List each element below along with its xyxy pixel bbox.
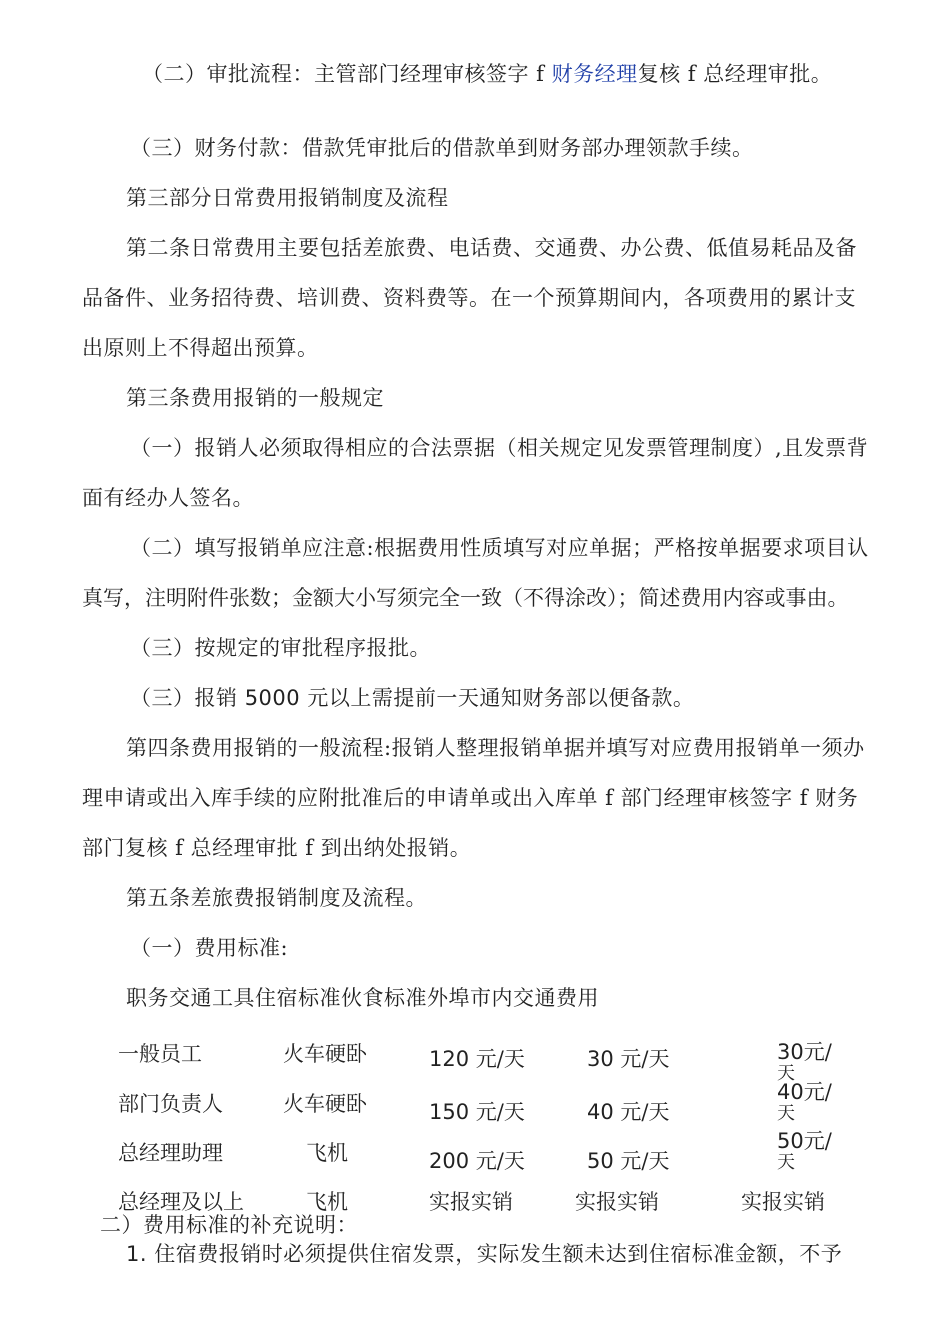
meal-amount: 40 <box>587 1100 614 1124</box>
table-cell-lodging <box>429 1148 525 1174</box>
supplement-heading: 二）费用标准的补充说明： <box>100 1213 358 1237</box>
table-cell-transport: 火车硬卧 <box>283 1092 367 1116</box>
article-four-line-2: 理申请或出入库手续的应附批准后的申请单或出入库单 f 部门经理审核签字 f 财务 <box>82 786 859 810</box>
finance-payment-line: （三）财务付款：借款凭审批后的借款单到财务部办理领款手续。 <box>130 136 754 160</box>
local-unit: 元/ <box>803 1040 832 1064</box>
lodging-amount: 150 <box>429 1100 470 1124</box>
table-cell-role: 一般员工 <box>118 1042 202 1066</box>
expense-standard-heading: （一）费用标准: <box>130 936 289 960</box>
table-cell-meal <box>587 1099 670 1125</box>
local-unit-tail: 天 <box>777 1152 795 1173</box>
local-unit: 元/ <box>803 1129 832 1153</box>
lodging-unit: 元/天 <box>475 1047 525 1071</box>
table-cell-meal <box>587 1148 670 1174</box>
rule-four-text: （三）报销 <box>130 686 245 710</box>
article-three-heading: 第三条费用报销的一般规定 <box>126 386 384 410</box>
article-five-heading: 第五条差旅费报销制度及流程。 <box>126 886 427 910</box>
table-cell-lodging <box>429 1099 525 1125</box>
table-cell-lodging <box>429 1046 525 1072</box>
rule-four-amount: 5000 <box>244 686 301 710</box>
table-cell-transport: 飞机 <box>306 1141 348 1165</box>
table-cell-local-transport <box>777 1129 847 1177</box>
article-four-line-3: 部门复核 f 总经理审批 f 到出纳处报销。 <box>82 836 472 860</box>
local-amount: 50 <box>777 1129 804 1153</box>
table-cell-meal <box>587 1046 670 1072</box>
lodging-unit: 元/天 <box>475 1149 525 1173</box>
table-cell-lodging: 实报实销 <box>429 1190 513 1214</box>
table-cell-role: 总经理助理 <box>118 1141 223 1165</box>
supplement-item-1 <box>126 1240 842 1268</box>
table-cell-transport: 火车硬卧 <box>283 1042 367 1066</box>
table-header-line: 职务交通工具住宿标准伙食标准外埠市内交通费用 <box>126 986 599 1010</box>
article-two-line-3: 出原则上不得超出预算。 <box>82 336 319 360</box>
local-unit: 元/ <box>803 1080 832 1104</box>
rule-three-line: （三）按规定的审批程序报批。 <box>130 636 431 660</box>
local-unit-tail: 天 <box>777 1103 795 1124</box>
approval-process-line <box>142 60 832 88</box>
lodging-amount: 120 <box>429 1047 470 1071</box>
lodging-amount: 200 <box>429 1149 470 1173</box>
rule-four-line <box>130 684 694 712</box>
supplement-item-text: 住宿费报销时必须提供住宿发票，实际发生额未达到住宿标准金额，不予 <box>154 1242 843 1266</box>
rule-one-line-2: 面有经办人签名。 <box>82 486 254 510</box>
finance-manager-link[interactable]: 财务经理 <box>551 62 638 86</box>
table-cell-local-transport: 实报实销 <box>741 1190 825 1214</box>
meal-unit: 元/天 <box>620 1149 670 1173</box>
part-three-heading: 第三部分日常费用报销制度及流程 <box>126 186 449 210</box>
table-cell-meal: 实报实销 <box>575 1190 659 1214</box>
table-cell-role: 总经理及以上 <box>118 1190 244 1214</box>
rule-two-line-1: （二）填写报销单应注意:根据费用性质填写对应单据；严格按单据要求项目认 <box>130 536 869 560</box>
article-four-line-1: 第四条费用报销的一般流程:报销人整理报销单据并填写对应费用报销单一须办 <box>126 736 865 760</box>
rule-one-line-1: （一）报销人必须取得相应的合法票据（相关规定见发票管理制度）,且发票背 <box>130 436 869 460</box>
supplement-item-number: 1. <box>126 1242 148 1266</box>
approval-process-tail: 复核 f 总经理审批。 <box>637 62 833 86</box>
rule-two-line-2: 真写，注明附件张数；金额大小写须完全一致（不得涂改）；简述费用内容或事由。 <box>82 586 849 610</box>
meal-unit: 元/天 <box>620 1100 670 1124</box>
table-cell-local-transport <box>777 1040 847 1084</box>
meal-amount: 30 <box>587 1047 614 1071</box>
local-amount: 40 <box>777 1080 804 1104</box>
table-cell-role: 部门负责人 <box>118 1092 223 1116</box>
local-unit-tail: 天 <box>777 1063 795 1084</box>
rule-four-tail: 元以上需提前一天通知财务部以便备款。 <box>300 686 695 710</box>
meal-unit: 元/天 <box>620 1047 670 1071</box>
table-cell-transport: 飞机 <box>306 1190 348 1214</box>
article-two-line-1: 第二条日常费用主要包括差旅费、电话费、交通费、办公费、低值易耗品及备 <box>126 236 857 260</box>
lodging-unit: 元/天 <box>475 1100 525 1124</box>
article-two-line-2: 品备件、业务招待费、培训费、资料费等。在一个预算期间内，各项费用的累计支 <box>82 286 856 310</box>
approval-process-text: （二）审批流程：主管部门经理审核签字 f <box>142 62 552 86</box>
meal-amount: 50 <box>587 1149 614 1173</box>
table-cell-local-transport <box>777 1080 847 1128</box>
local-amount: 30 <box>777 1040 804 1064</box>
